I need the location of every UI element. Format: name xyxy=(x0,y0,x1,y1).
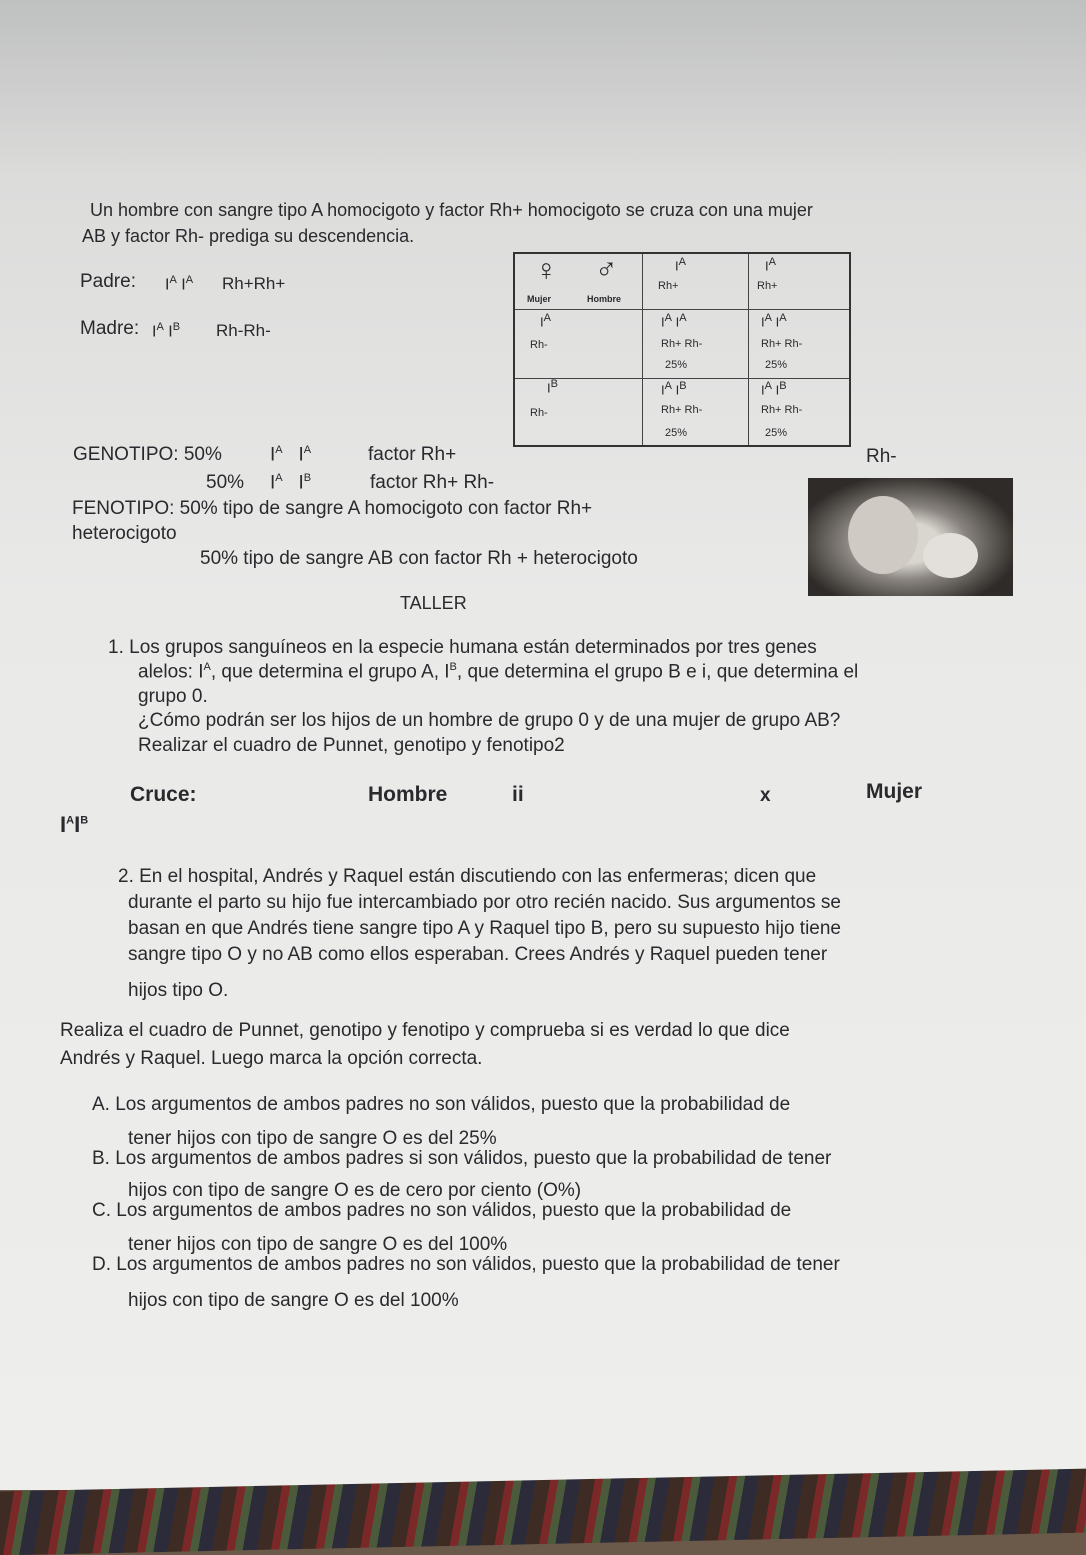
col2-allele: $I^A$ xyxy=(765,256,776,274)
option-d[interactable]: D. Los argumentos de ambos padres no son válidos, puesto que la probabilidad de tener xyxy=(92,1254,840,1275)
col1-rh: Rh+ xyxy=(658,280,679,292)
male-icon: ♂ xyxy=(595,252,618,285)
q2-instruction-2: Andrés y Raquel. Luego marca la opción correcta. xyxy=(60,1048,483,1069)
q1-line-3: grupo 0. xyxy=(138,686,208,707)
padre-rh: Rh+Rh+ xyxy=(222,274,286,293)
genotipo-label: GENOTIPO: 50% xyxy=(73,444,222,465)
cruce-hombre: Hombre xyxy=(368,783,448,806)
cell-2-pct: 25% xyxy=(765,359,788,371)
madre-genotype: $I^A$ $I^B$ xyxy=(152,321,181,341)
option-b-cont: hijos con tipo de sangre O es de cero por ciento (O%) xyxy=(128,1180,582,1201)
cell-1-genotype: $I^A$ $I^A$ xyxy=(661,312,687,330)
col1-allele: $I^A$ xyxy=(675,256,686,274)
cell-2-rh: Rh+ Rh- xyxy=(761,338,803,350)
genotipo-factor-1-tail: Rh- xyxy=(866,446,897,467)
punnett-hombre-label: Hombre xyxy=(587,294,622,304)
genotipo-alleles-1: $I^A$ $I^A$ xyxy=(270,444,312,466)
madre-rh: Rh-Rh- xyxy=(216,321,271,340)
cell-1-rh: Rh+ Rh- xyxy=(661,338,703,350)
genotipo-factor-2: factor Rh+ Rh- xyxy=(370,472,495,493)
col2-rh: Rh+ xyxy=(757,280,778,292)
q2-line-4: sangre tipo O y no AB como ellos esperaban. Crees Andrés y Raquel pueden tener xyxy=(128,944,828,965)
intro-line-1: Un hombre con sangre tipo A homocigoto y factor Rh+ homocigoto se cruza con una mujer xyxy=(90,200,813,220)
genotipo-alleles-2: $I^A$ $I^B$ xyxy=(270,472,312,494)
q2-line-1: 2. En el hospital, Andrés y Raquel están discutiendo con las enfermeras; dicen que xyxy=(118,866,817,887)
cell-4-genotype: $I^A$ $I^B$ xyxy=(761,380,787,398)
fenotipo-line-2: heterocigoto xyxy=(72,523,177,544)
cell-3-genotype: $I^A$ $I^B$ xyxy=(661,380,687,398)
cell-4-rh: Rh+ Rh- xyxy=(761,404,803,416)
option-a-cont: tener hijos con tipo de sangre O es del 25% xyxy=(128,1128,497,1149)
option-c[interactable]: C. Los argumentos de ambos padres no son válidos, puesto que la probabilidad de xyxy=(92,1200,792,1221)
row2-allele: $I^B$ xyxy=(547,378,558,396)
cell-4-pct: 25% xyxy=(765,427,788,439)
cruce-label: Cruce: xyxy=(130,783,197,806)
female-icon: ♀ xyxy=(535,254,558,287)
taller-heading: TALLER xyxy=(400,593,467,613)
cruce-mujer-genotype: $I^AI^B$ xyxy=(60,812,89,837)
option-c-cont: tener hijos con tipo de sangre O es del 100% xyxy=(128,1234,508,1255)
madre-label: Madre: xyxy=(80,318,140,339)
genotipo-factor-1: factor Rh+ xyxy=(368,444,457,465)
padre-genotype: $I^A$ $I^A$ xyxy=(165,274,194,294)
cell-1-pct: 25% xyxy=(665,359,688,371)
mother-baby-photo xyxy=(808,478,1013,596)
intro-line-2: AB y factor Rh- prediga su descendencia. xyxy=(82,226,415,246)
cruce-hombre-genotype: ii xyxy=(512,783,524,806)
genotipo-pct-2: 50% xyxy=(206,472,245,493)
cell-3-rh: Rh+ Rh- xyxy=(661,404,703,416)
row1-rh: Rh- xyxy=(530,339,548,351)
option-a[interactable]: A. Los argumentos de ambos padres no son válidos, puesto que la probabilidad de xyxy=(92,1094,791,1115)
cruce-mujer: Mujer xyxy=(866,780,923,803)
punnett-square xyxy=(513,252,851,447)
cruce-x: x xyxy=(760,785,771,806)
fenotipo-line-1: FENOTIPO: 50% tipo de sangre A homocigoto con factor Rh+ xyxy=(72,498,593,519)
q1-line-1: 1. Los grupos sanguíneos en la especie humana están determinados por tres genes xyxy=(108,637,817,658)
option-d-cont: hijos con tipo de sangre O es del 100% xyxy=(128,1290,459,1311)
row2-rh: Rh- xyxy=(530,407,548,419)
q1-line-5: Realizar el cuadro de Punnet, genotipo y fenotipo2 xyxy=(138,735,565,756)
option-b[interactable]: B. Los argumentos de ambos padres si son válidos, puesto que la probabilidad de tener xyxy=(92,1148,832,1169)
q2-line-5: hijos tipo O. xyxy=(128,980,229,1001)
cell-3-pct: 25% xyxy=(665,427,688,439)
cell-2-genotype: $I^A$ $I^A$ xyxy=(761,312,787,330)
fenotipo-line-3: 50% tipo de sangre AB con factor Rh + heterocigoto xyxy=(200,548,638,569)
q2-line-3: basan en que Andrés tiene sangre tipo A y Raquel tipo B, pero su supuesto hijo tiene xyxy=(128,918,842,939)
q2-instruction-1: Realiza el cuadro de Punnet, genotipo y fenotipo y comprueba si es verdad lo que dice xyxy=(60,1020,790,1041)
row1-allele: $I^A$ xyxy=(540,312,551,330)
q1-line-4: ¿Cómo podrán ser los hijos de un hombre de grupo 0 y de una mujer de grupo AB? xyxy=(138,710,841,731)
padre-label: Padre: xyxy=(80,271,136,292)
q1-line-2: alelos: $I^A$, que determina el grupo A, $I^B$, que determina el grupo B e i, que determina el xyxy=(138,661,859,683)
punnett-mujer-label: Mujer xyxy=(527,294,552,304)
q2-line-2: durante el parto su hijo fue intercambiado por otro recién nacido. Sus argumentos se xyxy=(128,892,841,913)
